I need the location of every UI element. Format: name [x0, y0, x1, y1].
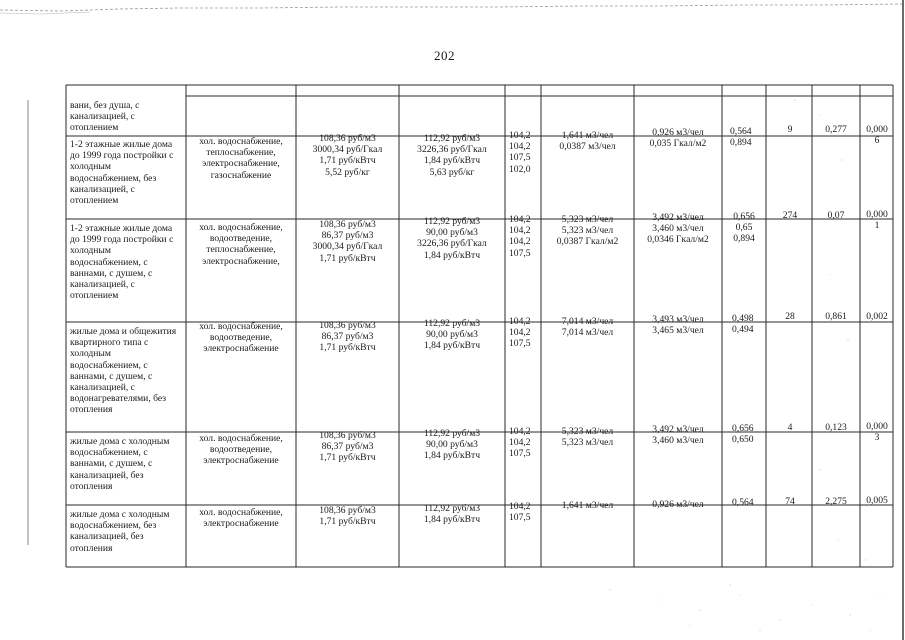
page-number: 202 — [434, 48, 455, 63]
row-2-tariff-a: 108,36 руб/м3 86,37 руб/м3 3000,34 руб/Гкал 1,71 руб/кВтч — [312, 219, 383, 264]
row-3-count: 28 — [785, 311, 795, 322]
row-5-services: хол. водоснабжение, электроснабжение — [199, 507, 283, 530]
row-5-norm-b: 0,926 м3/чел — [652, 499, 704, 510]
row-5-count: 74 — [785, 496, 795, 507]
row-5-coef: 0,564 — [732, 497, 754, 508]
row-1-norm-a: 1,641 м3/чел 0,0387 м3/чел — [559, 130, 616, 153]
row-4-coef: 0,656 0,650 — [732, 423, 754, 446]
row-2-category: 1-2 этажные жилые дома до 1999 года постройки с холодным водоснабжением, с ваннами, с душем, с канализацией, с отоплением — [70, 223, 174, 302]
row-0-category: вани, без душа, с канализацией, с отоплением — [70, 100, 140, 134]
row-3-coef: 0,498 0,494 — [732, 313, 754, 336]
row-3-norm-a: 7,014 м3/чел 7,014 м3/чел — [561, 316, 614, 339]
row-3-norm-b: 3,493 м3/чел 3,465 м3/чел — [652, 314, 704, 337]
row-5-index: 104,2 107,5 — [509, 501, 531, 524]
row-2-services: хол. водоснабжение, водоотведение, теплоснабжение, электроснабжение, — [199, 222, 283, 267]
row-4-tariff-a: 108,36 руб/м3 86,37 руб/м3 1,71 руб/кВтч — [319, 430, 376, 464]
row-4-category: жилые дома с холодным водоснабжением, с ваннами, с душем, с канализацией, без отопления — [70, 436, 170, 492]
row-5-val2: 0,005 — [866, 495, 888, 506]
row-3-val2: 0,002 — [866, 311, 888, 322]
row-2-val2: 0,000 1 — [866, 209, 888, 232]
row-4-tariff-b: 112,92 руб/м3 90,00 руб/м3 1,84 руб/кВтч — [423, 428, 481, 462]
row-2-coef: 0,656 0,65 0,894 — [733, 211, 755, 245]
row-1-coef: 0,564 0,894 — [730, 126, 752, 149]
row-2-count: 274 — [782, 210, 798, 221]
row-1-category: 1-2 этажные жилые дома до 1999 года постройки с холодным водоснабжением, без канализацией, с отоплением — [70, 139, 174, 207]
row-2-val1: 0,07 — [827, 210, 845, 221]
row-1-index: 104,2 104,2 107,5 102,0 — [509, 130, 531, 175]
row-3-category: жилые дома и общежития квартирного типа с холодным водоснабжением, с ваннами, с душем, с канализацией, с водонагревателями, без отопления — [70, 326, 177, 416]
row-2-norm-a: 5,323 м3/чел 5,323 м3/чел 0,0387 Гкал/м2 — [556, 214, 619, 248]
row-5-category: жилые дома с холодным водоснабжением, без канализацией, без отопления — [70, 509, 170, 554]
row-1-val1: 0,277 — [825, 124, 847, 135]
row-1-tariff-a: 108,36 руб/м3 3000,34 руб/Гкал 1,71 руб/кВтч 5,52 руб/кг — [312, 133, 383, 178]
row-3-tariff-a: 108,36 руб/м3 86,37 руб/м3 1,71 руб/кВтч — [319, 320, 376, 354]
row-4-services: хол. водоснабжение, водоотведение, электроснабжение — [199, 433, 283, 467]
row-4-norm-a: 5,323 м3/чел 5,323 м3/чел — [561, 426, 614, 449]
row-5-tariff-b: 112,92 руб/м3 1,84 руб/кВтч — [423, 503, 481, 526]
row-1-norm-b: 0,926 м3/чел 0,035 Гкал/м2 — [649, 127, 707, 150]
row-4-val2: 0,000 3 — [866, 421, 888, 444]
row-1-services: хол. водоснабжение, теплоснабжение, электроснабжение, газоснабжение — [199, 136, 283, 181]
row-5-norm-a: 1,641 м3/чел — [561, 500, 614, 511]
row-3-services: хол. водоснабжение, водоотведение, электроснабжение — [199, 321, 283, 355]
row-4-count: 4 — [787, 422, 793, 433]
row-1-val2: 0,000 6 — [866, 124, 888, 147]
row-3-val1: 0,861 — [825, 311, 847, 322]
row-3-tariff-b: 112,92 руб/м3 90,00 руб/м3 1,84 руб/кВтч — [423, 318, 481, 352]
row-3-index: 104,2 104,2 107,5 — [509, 316, 531, 350]
row-4-norm-b: 3,492 м3/чел 3,460 м3/чел — [652, 424, 704, 447]
row-2-norm-b: 3,492 м3/чел 3,460 м3/чел 0,0346 Гкал/м2 — [647, 212, 709, 246]
row-2-index: 104,2 104,2 104,2 107,5 — [509, 214, 531, 259]
row-4-index: 104,2 104,2 107,5 — [509, 426, 531, 460]
row-5-tariff-a: 108,36 руб/м3 1,71 руб/кВтч — [319, 505, 376, 528]
row-1-count: 9 — [787, 124, 793, 135]
row-5-val1: 2,275 — [825, 496, 847, 507]
row-1-tariff-b: 112,92 руб/м3 3226,36 руб/Гкал 1,84 руб/кВтч 5,63 руб/кг — [417, 133, 487, 178]
row-2-tariff-b: 112,92 руб/м3 90,00 руб/м3 3226,36 руб/Гкал 1,84 руб/кВтч — [417, 216, 487, 261]
row-4-val1: 0,123 — [825, 422, 847, 433]
